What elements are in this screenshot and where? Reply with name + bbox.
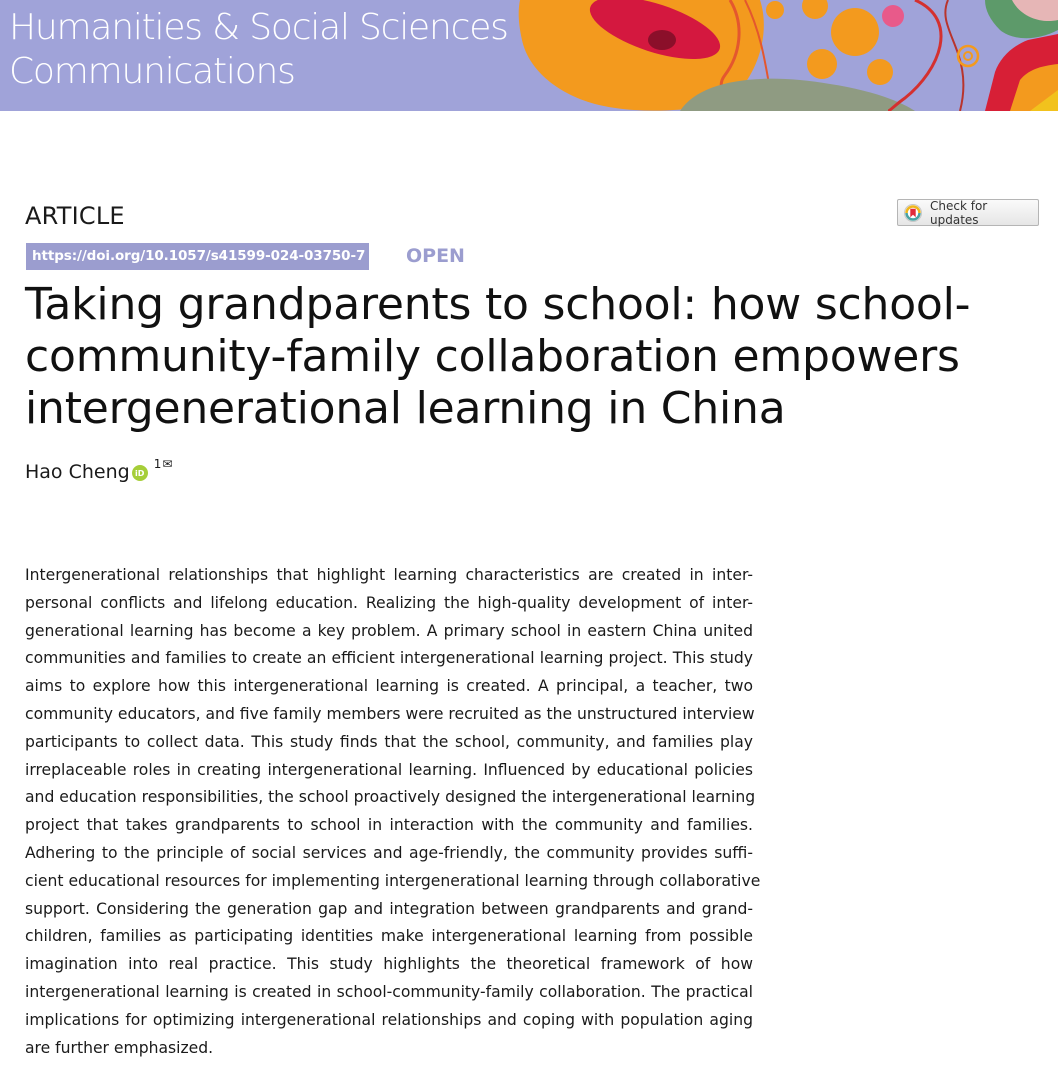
open-access-badge: OPEN (406, 245, 465, 267)
check-for-updates-button[interactable] (897, 199, 1039, 226)
email-icon[interactable]: ✉ (162, 457, 173, 471)
abstract-line: support. Considering the generation gap and integration between grandparents and grand- (25, 899, 753, 918)
abstract-line: imagination into real practice. This study highlights the theoretical framework of how (25, 955, 753, 974)
abstract-line: irreplaceable roles in creating intergenerational learning. Influenced by educational policies (25, 760, 753, 779)
abstract-line: personal conflicts and lifelong education. Realizing the high-quality development of inter- (25, 593, 753, 612)
journal-name-line1: Humanities & Social Sciences (9, 7, 508, 48)
abstract-line: community educators, and five family members were recruited as the unstructured interview (25, 704, 755, 723)
abstract-line: Adhering to the principle of social services and age-friendly, the community provides suffi- (25, 843, 753, 862)
abstract-line: implications for optimizing intergenerational relationships and coping with population aging (25, 1010, 753, 1029)
author-name[interactable]: Hao Cheng (25, 461, 130, 483)
abstract-line: communities and families to create an efficient intergenerational learning project. This study (25, 649, 753, 668)
abstract-line: are further emphasized. (25, 1038, 214, 1057)
journal-name-line2: Communications (9, 51, 295, 92)
orcid-icon[interactable]: iD (132, 465, 148, 481)
abstract-line: participants to collect data. This study finds that the school, community, and families play (25, 732, 753, 751)
check-updates-label: Check for updates (930, 198, 988, 227)
abstract-line: children, families as participating identities make intergenerational learning from possible (25, 927, 753, 946)
abstract-line: aims to explore how this intergenerational learning is created. A principal, a teacher, two (25, 677, 753, 696)
author-line (25, 459, 172, 485)
journal-name (9, 6, 508, 94)
abstract-line: Intergenerational relationships that highlight learning characteristics are created in inter- (25, 566, 753, 584)
check-updates-icon (904, 204, 922, 222)
article-title-line: Taking grandparents to school: how school- (25, 279, 971, 330)
article-title (25, 279, 1025, 435)
abstract-line: generational learning has become a key problem. A primary school in eastern China united (25, 621, 753, 640)
doi-link[interactable]: https://doi.org/10.1057/s41599-024-03750-7 (26, 243, 369, 270)
abstract (25, 562, 761, 1062)
abstract-line: cient educational resources for implementing intergenerational learning through collaborative (25, 871, 761, 890)
abstract-line: intergenerational learning is created in school-community-family collaboration. The practical (25, 982, 753, 1001)
article-title-line: community-family collaboration empowers (25, 331, 960, 382)
abstract-line: and education responsibilities, the school proactively designed the intergenerational learning (25, 788, 756, 807)
article-type-label: ARTICLE (25, 202, 125, 230)
article-title-line: intergenerational learning in China (25, 383, 786, 434)
affiliation-number[interactable]: 1 (153, 457, 162, 471)
journal-banner (0, 0, 1058, 111)
abstract-line: project that takes grandparents to school in interaction with the community and families. (25, 816, 753, 835)
